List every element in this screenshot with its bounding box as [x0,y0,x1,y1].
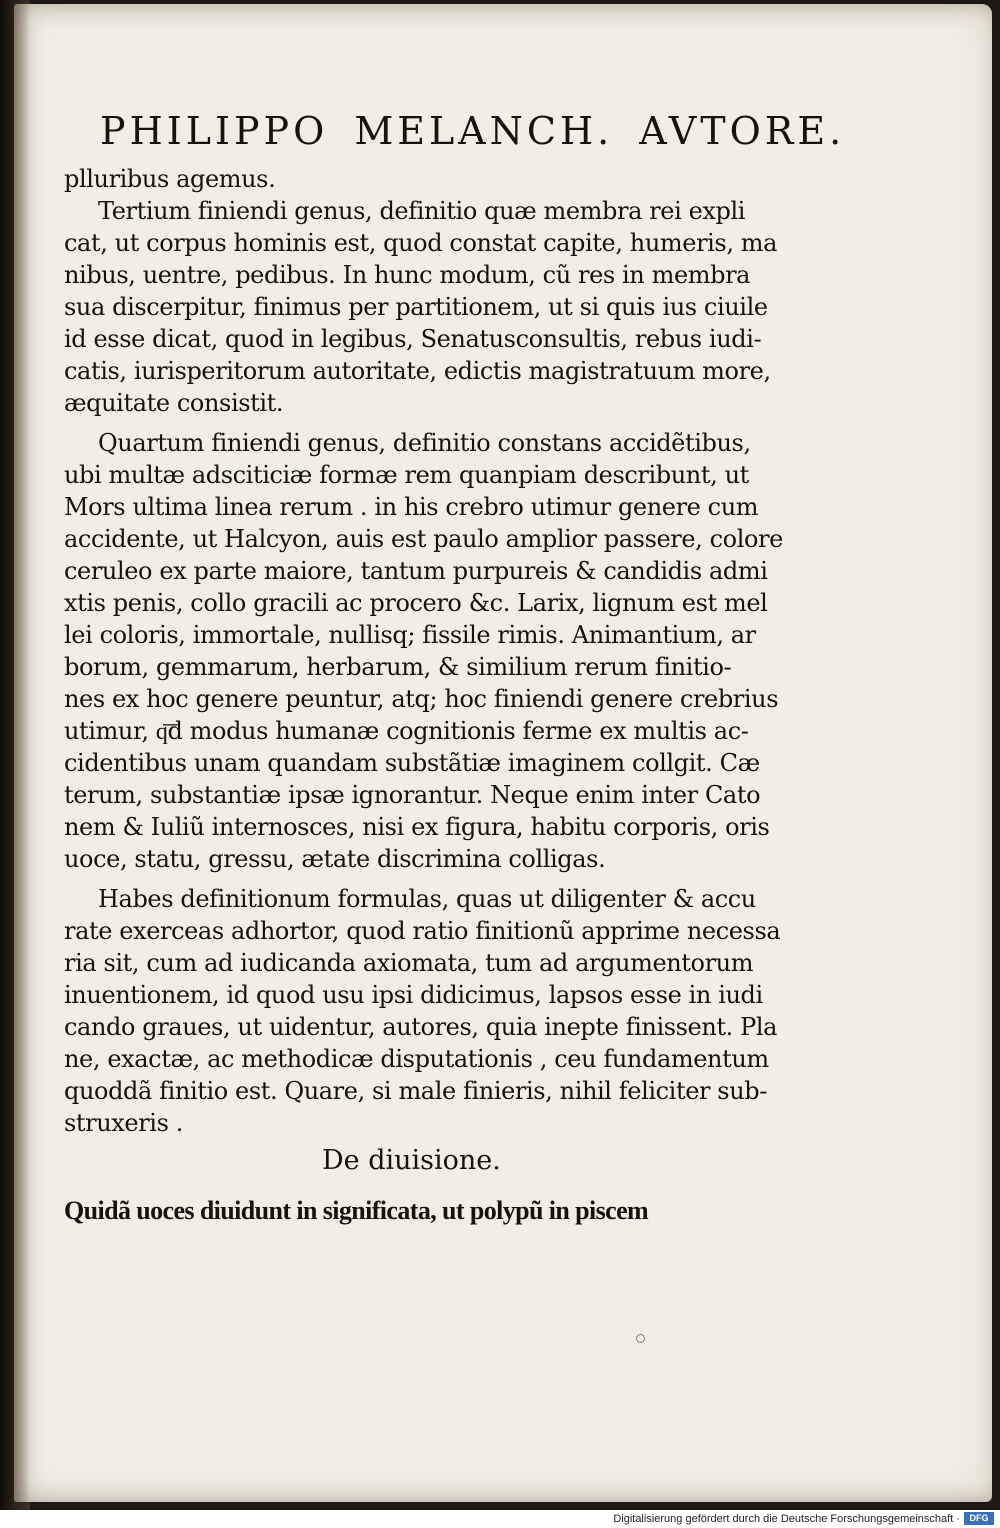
text-line: ceruleo ex parte maiore, tantum purpureis & candidis admi [64,557,768,585]
text-line: quoddã finitio est. Quare, si male finieris, nihil feliciter sub- [64,1077,767,1105]
text-line: utimur, q͞d modus humanæ cognitionis ferme ex multis ac- [64,717,749,745]
section-heading: De diuisione. [322,1145,501,1176]
text-line: Habes definitionum formulas, quas ut diligenter & accu [98,885,756,913]
text-line: æquitate consistit. [64,389,284,417]
text-line: nem & Iuliũ internosces, nisi ex figura, habitu corporis, oris [64,813,770,841]
text-line: plluribus agemus. [64,165,276,193]
text-line-last: Quidã uoces diuidunt in significata, ut polypũ in piscem [64,1196,649,1225]
text-line: xtis penis, collo gracili ac procero &c. Larix, lignum est mel [64,589,768,617]
text-line: uoce, statu, gressu, ætate discrimina colligas. [64,845,606,873]
footer-bar [0,1510,1000,1528]
text-line: Mors ultima linea rerum . in his crebro utimur genere cum [64,493,759,521]
text-line: struxeris . [64,1109,183,1137]
text-line: lei coloris, immortale, nullisq; fissile rimis. Animantium, ar [64,621,756,649]
text-line: borum, gemmarum, herbarum, & similium rerum finitio- [64,653,732,681]
text-line: ne, exactæ, ac methodicæ disputationis , ceu fundamentum [64,1045,769,1073]
funding-credit: Digitalisierung gefördert durch die Deutsche Forschungsgemeinschaft · [613,1513,960,1525]
text-line: Tertium finiendi genus, definitio quæ membra rei expli [98,197,746,225]
text-line: cidentibus unam quandam substãtiæ imaginem collgit. Cæ [64,749,760,777]
dfg-logo-icon: DFG [964,1512,994,1525]
text-line: sua discerpitur, finimus per partitionem, ut si quis ius ciuile [64,293,768,321]
text-line: nes ex hoc genere peuntur, atq; hoc finiendi genere crebrius [64,685,779,713]
text-line: id esse dicat, quod in legibus, Senatusconsultis, rebus iudi- [64,325,762,353]
text-line: rate exerceas adhortor, quod ratio finitionũ apprime necessa [64,917,781,945]
paper-speck [636,1334,645,1343]
text-line: catis, iurisperitorum autoritate, edictis magistratuum more, [64,357,771,385]
running-head: PHILIPPO MELANCH. AVTORE. [100,109,846,153]
text-line: accidente, ut Halcyon, auis est paulo amplior passere, colore [64,525,783,553]
text-line: Quartum finiendi genus, definitio constans accidẽtibus, [98,429,751,457]
text-line: inuentionem, id quod usu ipsi didicimus, lapsos esse in iudi [64,981,763,1009]
text-line: nibus, uentre, pedibus. In hunc modum, cũ res in membra [64,261,751,289]
text-line: cando graues, ut uidentur, autores, quia inepte finissent. Pla [64,1013,778,1041]
text-line: ubi multæ adsciticiæ formæ rem quanpiam describunt, ut [64,461,749,489]
text-line: ria sit, cum ad iudicanda axiomata, tum ad argumentorum [64,949,754,977]
text-line: cat, ut corpus hominis est, quod constat capite, humeris, ma [64,229,778,257]
text-line: terum, substantiæ ipsæ ignorantur. Neque enim inter Cato [64,781,761,809]
